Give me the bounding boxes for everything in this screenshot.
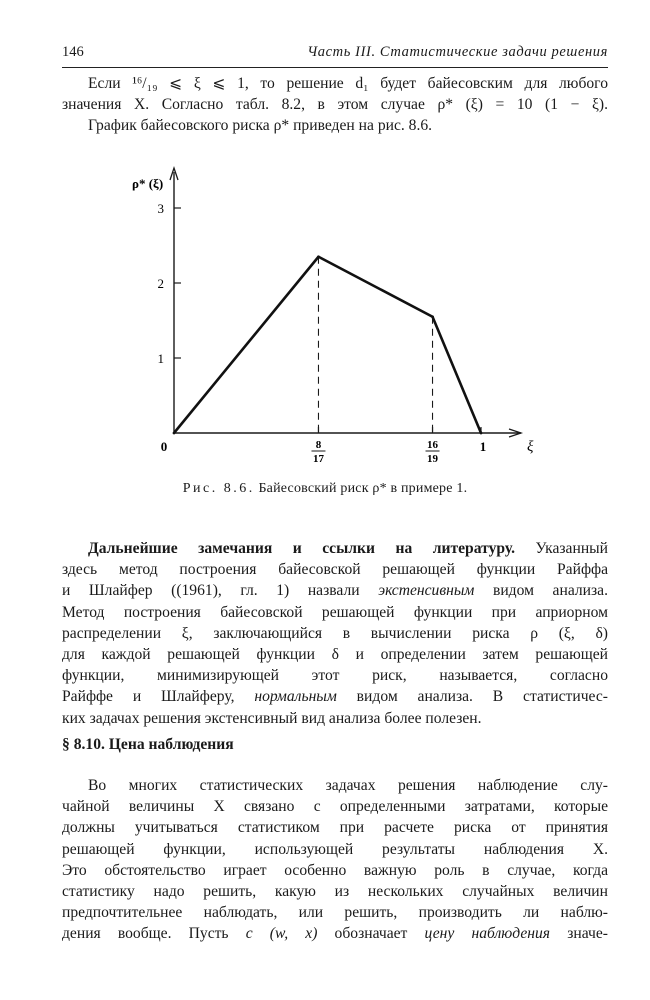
math-expression: c (w, x) bbox=[245, 925, 318, 943]
text-span: видом анализа. В статистичес- bbox=[356, 688, 608, 706]
figure-8-6 bbox=[0, 160, 650, 480]
text-line: должны учитываться статистиком при расчете риска от принятия bbox=[62, 819, 608, 837]
y-tick-label: 1 bbox=[157, 351, 164, 366]
risk-curve-segment bbox=[174, 257, 318, 433]
text-line: График байесовского риска ρ* приведен на рис. 8.6. bbox=[88, 117, 433, 135]
x-tick-label: 0 bbox=[160, 439, 168, 454]
risk-curve-point bbox=[173, 432, 176, 435]
text-line: решающей функции, использующей результаты наблюдения X. bbox=[62, 840, 608, 858]
text-line bbox=[62, 538, 608, 559]
chart-axes bbox=[132, 168, 534, 465]
text-line: Во многих статистических задачах решения наблюдение слу- bbox=[88, 777, 608, 794]
text-line: Если ¹⁶/₁₉ ⩽ ξ ⩽ 1, то решение d₁ будет байесовским для любого bbox=[88, 75, 608, 92]
remarks-heading: Дальнейшие замечания и ссылки на литературу. bbox=[88, 540, 515, 557]
text-line: предпочтительнее наблюдать, или решить, производить ли наблю- bbox=[62, 904, 608, 922]
section-title: § 8.10. Цена наблюдения bbox=[62, 736, 234, 753]
paragraph-remarks bbox=[62, 538, 608, 729]
text-line bbox=[62, 923, 608, 944]
x-axis-label: ξ bbox=[527, 439, 534, 455]
figure-caption-label: Рис. 8.6. bbox=[182, 481, 255, 496]
text-line: для каждой решающей функции δ и определении затем решающей bbox=[62, 645, 608, 663]
bayes-risk-chart bbox=[0, 160, 650, 480]
text-span: значе- bbox=[567, 925, 608, 943]
header-rule bbox=[62, 67, 608, 68]
text-line bbox=[62, 580, 608, 601]
running-title: Часть III. Статистические задачи решения bbox=[307, 44, 608, 60]
y-axis-label: ρ* (ξ) bbox=[132, 176, 164, 191]
risk-curve-segment bbox=[318, 257, 432, 317]
page-header bbox=[62, 44, 608, 66]
risk-curve-point bbox=[480, 432, 483, 435]
page-number: 146 bbox=[62, 44, 84, 60]
paragraph-intro bbox=[62, 73, 608, 137]
emphasis: цену наблюдения bbox=[424, 925, 551, 943]
risk-curve-segment bbox=[433, 317, 481, 433]
text-line: ких задачах решения экстенсивный вид анализа более полезен. bbox=[62, 709, 482, 727]
figure-caption bbox=[0, 481, 650, 497]
x-tick-denominator: 19 bbox=[427, 453, 439, 465]
text-line: здесь метод построения байесовской решающей функции Райффа bbox=[62, 561, 608, 579]
text-line: Это обстоятельство играет особенно важную роль в случае, когда bbox=[62, 861, 608, 879]
chart-marks bbox=[173, 255, 483, 434]
paragraph-cost bbox=[62, 775, 608, 945]
emphasis: нормальным bbox=[254, 688, 337, 706]
x-tick-numerator: 8 bbox=[315, 439, 322, 451]
text-line: функции, минимизирующей этот риск, называется, согласно bbox=[62, 667, 608, 685]
text-line bbox=[62, 686, 608, 707]
y-tick-label: 2 bbox=[157, 276, 164, 291]
y-tick-label: 3 bbox=[157, 201, 164, 216]
text-line: значения X. Согласно табл. 8.2, в этом случае ρ* (ξ) = 10 (1 − ξ). bbox=[62, 96, 608, 114]
text-line: распределении ξ, заключающийся в вычислении риска ρ (ξ, δ) bbox=[62, 624, 608, 642]
text-line: Метод построения байесовской решающей функции при априорном bbox=[62, 603, 608, 621]
text-span: Указанный bbox=[535, 540, 608, 557]
text-span: видом анализа. bbox=[492, 582, 608, 600]
text-span: Райффе и Шлайферу, bbox=[62, 688, 235, 706]
text-line: чайной величины X связано с определенными затратами, которые bbox=[62, 798, 608, 816]
text-line: статистику надо решить, какую из нескольких случайных величин bbox=[62, 882, 608, 900]
x-tick-numerator: 16 bbox=[427, 439, 439, 451]
risk-curve-point bbox=[317, 255, 320, 258]
x-tick-label: 1 bbox=[479, 439, 487, 454]
figure-caption-text: Байесовский риск ρ* в примере 1. bbox=[258, 481, 468, 496]
risk-curve-point bbox=[431, 315, 434, 318]
x-tick-denominator: 17 bbox=[312, 453, 324, 465]
text-span: и Шлайфер ((1961), гл. 1) назвали bbox=[62, 582, 360, 600]
text-span: обозначает bbox=[334, 925, 408, 943]
emphasis: экстенсивным bbox=[378, 582, 475, 600]
text-span: дения вообще. Пусть bbox=[62, 925, 229, 943]
